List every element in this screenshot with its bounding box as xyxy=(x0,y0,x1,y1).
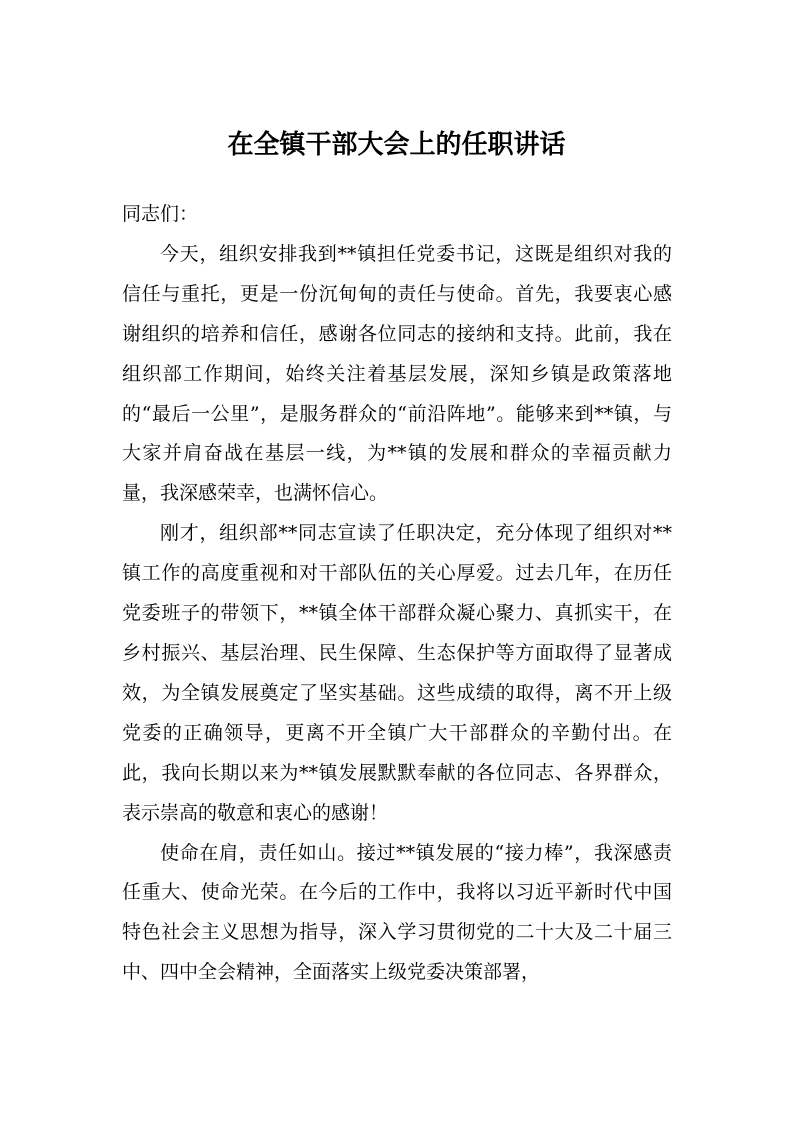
salutation: 同志们： xyxy=(122,203,199,225)
paragraph: 今天，组织安排我到**镇担任党委书记，这既是组织对我的信任与重托，更是一份沉甸甸的责任与使命。首先，我要衷心感谢组织的培养和信任，感谢各位同志的接纳和支持。此前，我在组织部工作期间，始终关注着基层发展，深知乡镇是政策落地的“最后一公里”，是服务群众的“前沿阵地”。能够来到**镇，与大家并肩奋战在基层一线，为**镇的发展和群众的幸福贡献力量，我深感荣幸，也满怀信心。 xyxy=(122,242,672,505)
paragraph: 刚才，组织部**同志宣读了任职决定，充分体现了组织对**镇工作的高度重视和对干部队伍的关心厚爱。过去几年，在历任党委班子的带领下，**镇全体干部群众凝心聚力、真抓实干，在乡村振兴、基层治理、民生保障、生态保护等方面取得了显著成效，为全镇发展奠定了坚实基础。这些成绩的取得，离不开上级党委的正确领导，更离不开全镇广大干部群众的辛勤付出。在此，我向长期以来为**镇发展默默奉献的各位同志、各界群众，表示崇高的敬意和衷心的感谢！ xyxy=(122,522,672,824)
document-title: 在全镇干部大会上的任职讲话 xyxy=(227,130,566,160)
paragraph: 使命在肩，责任如山。接过**镇发展的“接力棒”，我深感责任重大、使命光荣。在今后的工作中，我将以习近平新时代中国特色社会主义思想为指导，深入学习贯彻党的二十大及二十届三中、四中全会精神，全面落实上级党委决策部署， xyxy=(122,841,672,984)
document-body xyxy=(122,195,672,993)
